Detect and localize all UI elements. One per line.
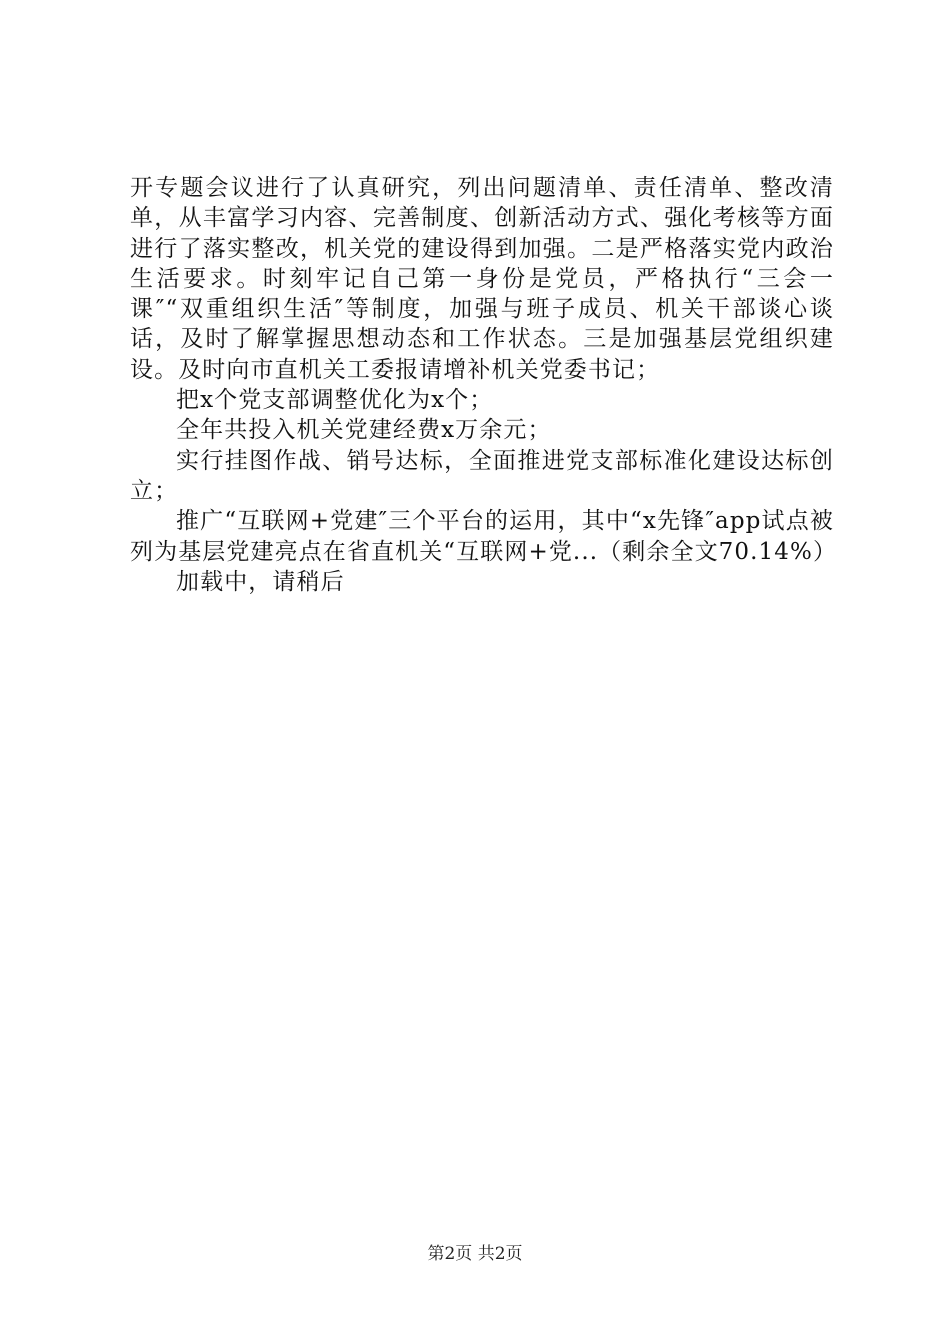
paragraph-4: 实行挂图作战、销号达标，全面推进党支部标准化建设达标创立； — [130, 447, 834, 504]
paragraph-1: 开专题会议进行了认真研究，列出问题清单、责任清单、整改清单，从丰富学习内容、完善制度、创新活动方式、强化考核等方面进行了落实整改，机关党的建设得到加强。二是严格落实党内政治生活要求。时刻牢记自己第一身份是党员，严格执行“三会一课″“双重组织生活″等制度，加强与班子成员、机关干部谈心谈话，及时了解掌握思想动态和工作状态。三是加强基层党组织建设。及时向市直机关工委报请增补机关党委书记； — [130, 175, 834, 383]
paragraph-3: 全年共投入机关党建经费x万余元； — [176, 417, 552, 444]
document-body — [130, 173, 838, 597]
page-number-footer: 第2页 共2页 — [427, 1244, 523, 1264]
loading-message: 加载中，请稍后 — [176, 568, 345, 595]
paragraph-2: 把x个党支部调整优化为x个； — [176, 387, 494, 414]
paragraph-5: 推广“互联网+党建″三个平台的运用，其中“x先锋″app试点被列为基层党建亮点在省直机关“互联网+党...（剩余全文70.14%） — [130, 508, 838, 565]
